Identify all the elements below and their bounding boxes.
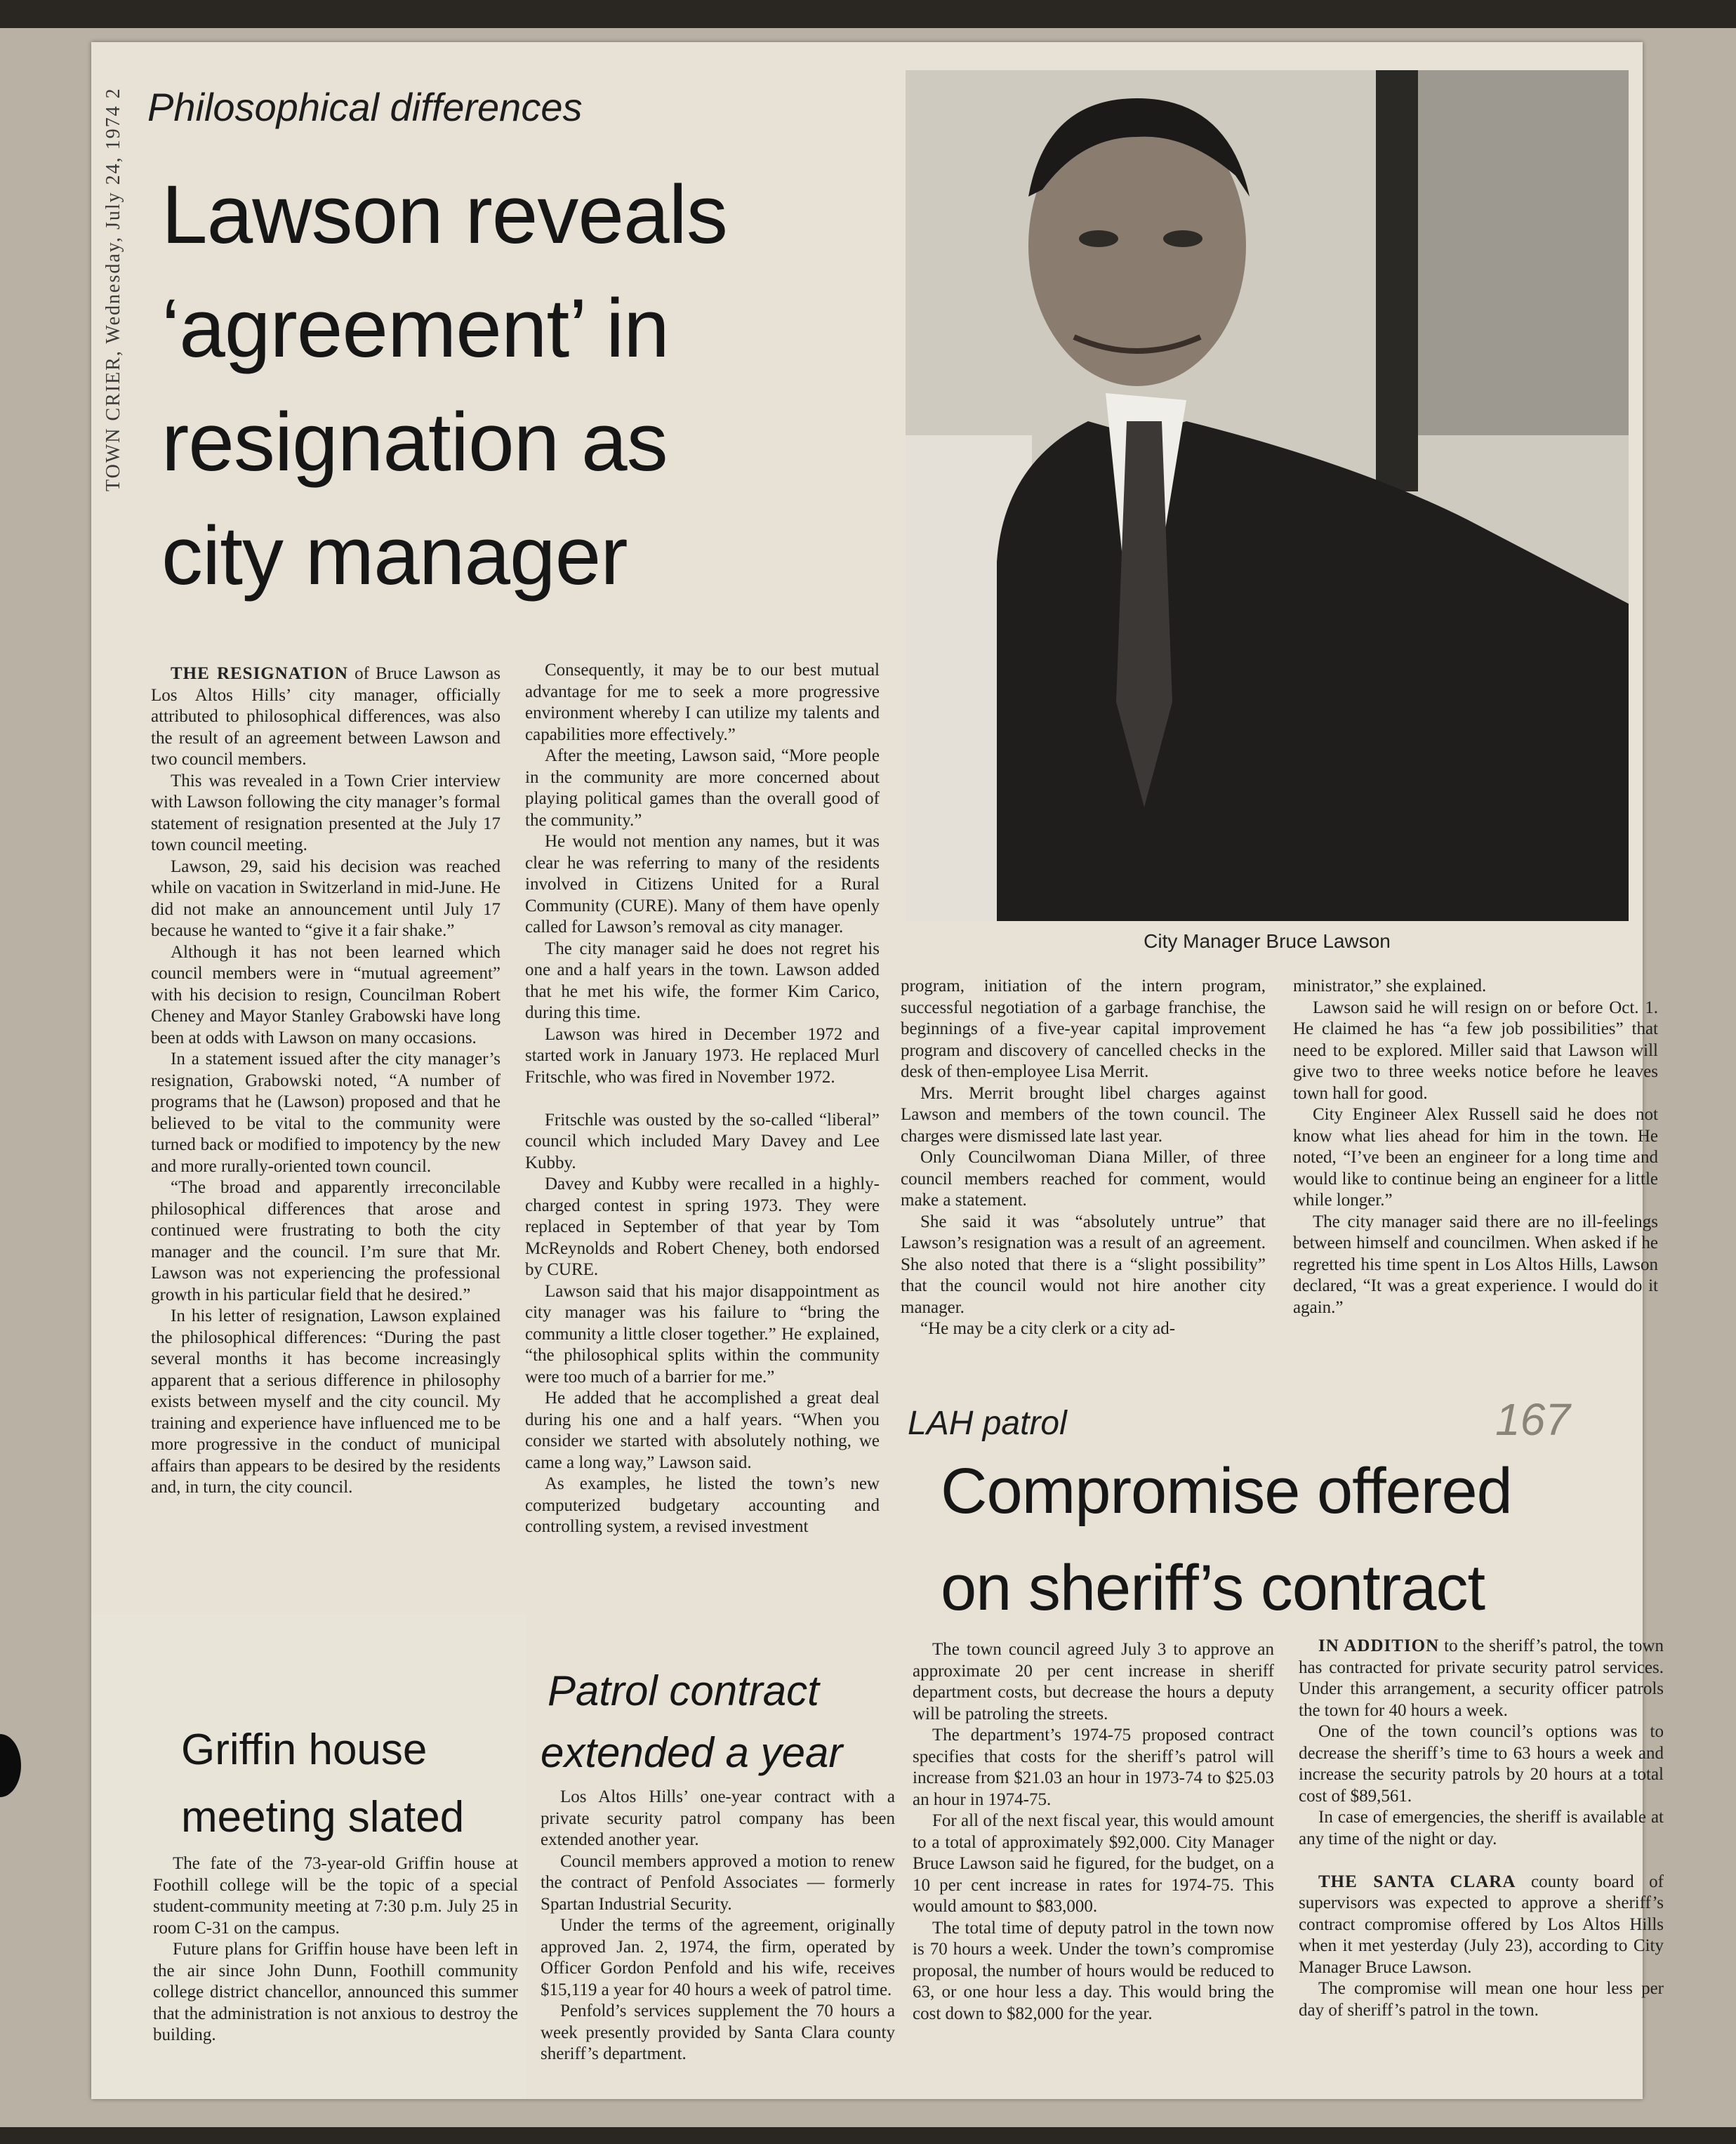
paragraph xyxy=(1299,1872,1664,1979)
portrait-illustration xyxy=(906,70,1629,921)
paragraph xyxy=(525,660,880,746)
dateline: TOWN CRIER, Wednesday, July 24, 1974 2 xyxy=(102,87,124,491)
paragraph-text: “He may be a city clerk or a city ad- xyxy=(920,1319,1176,1338)
headline-line: Patrol contract xyxy=(548,1667,819,1714)
story4-body xyxy=(541,1787,895,2065)
paragraph xyxy=(151,1306,501,1499)
photo-caption: City Manager Bruce Lawson xyxy=(1144,930,1391,952)
paragraph-text: Davey and Kubby were recalled in a highly-charged contest in spring 1973. They were replaced in September of that year by Tom McReynolds and Robert Cheney, both endorsed by CURE. xyxy=(525,1174,880,1279)
paragraph xyxy=(1299,1978,1664,2021)
paragraph-text: Lawson, 29, said his decision was reached while on vacation in Switzerland in mid-June. He did not make an announcement until July 17 because he wanted to “give it a fair shake.” xyxy=(151,856,501,940)
headline-line: resignation as xyxy=(161,396,668,489)
paragraph xyxy=(151,663,501,771)
portrait-photo xyxy=(906,70,1629,921)
paragraph-text: Lawson was hired in December 1972 and started work in January 1973. He replaced Murl Fritschle, who was fired in November 1972. xyxy=(525,1024,880,1087)
paragraph xyxy=(913,1811,1274,1918)
paragraph-text: As examples, he listed the town’s new computerized budgetary accounting and controlling system, a revised investment xyxy=(525,1474,880,1536)
headline-line: city manager xyxy=(161,510,628,602)
lead-in: THE RESIGNATION xyxy=(171,664,348,683)
paragraph-text: The city manager said he does not regret his one and a half years in the town. Lawson added that he met his wife, the former Kim Carico, during this time. xyxy=(525,939,880,1022)
paragraph xyxy=(151,942,501,1050)
paragraph-text: In case of emergencies, the sheriff is available at any time of the night or day. xyxy=(1299,1808,1664,1848)
paragraph xyxy=(901,1083,1266,1148)
paragraph-text: of Bruce Lawson as Los Altos Hills’ city manager, officially attributed to philosophical differences, was also the result of an agreement between Lawson and two council members. xyxy=(151,664,501,769)
story2-headline xyxy=(941,1443,1643,1636)
paragraph xyxy=(525,1388,880,1474)
paragraph xyxy=(1299,1636,1664,1721)
paragraph-text: Future plans for Griffin house have been left in the air since John Dunn, Foothill community college district chancellor, announced this summer that the administration is not anxious to destroy the building. xyxy=(153,1940,518,2044)
paragraph-text: This was revealed in a Town Crier interview with Lawson following the city manager’s formal statement of resignation presented at the July 17 town council meeting. xyxy=(151,771,501,854)
paragraph-text: In a statement issued after the city manager’s resignation, Grabowski noted, “A number of programs that he (Lawson) proposed and that he believed to be vital to the community were turned back or modified to impotency by the new and more rurally-oriented town council. xyxy=(151,1050,501,1176)
paragraph xyxy=(913,1918,1274,2025)
story4-headline xyxy=(541,1660,906,1784)
paragraph-text: She said it was “absolutely untrue” that Lawson’s resignation was a result of an agreement. She also noted that there is a “slight possibility” that the council would not hire another city manager. xyxy=(901,1212,1266,1317)
paragraph xyxy=(541,1915,895,2001)
paragraph xyxy=(541,1787,895,1851)
paragraph-text: The city manager said there are no ill-feelings between himself and councilmen. When asked if he regretted his time spent in Los Altos Hills, Lawson declared, “It was a great experience. I would do it again.” xyxy=(1293,1212,1658,1317)
paragraph-text: City Engineer Alex Russell said he does not know what lies ahead for him in the town. He noted, “I’ve been an engineer for a long time and would like to continue being an engineer for a little while longer.” xyxy=(1293,1105,1658,1210)
story1-column-2 xyxy=(525,660,880,1538)
paragraph xyxy=(525,1474,880,1538)
paragraph-text: Los Altos Hills’ one-year contract with a private security patrol company has been extended another year. xyxy=(541,1787,895,1849)
paragraph xyxy=(525,939,880,1024)
headline-line: Griffin house xyxy=(181,1726,428,1774)
lead-in: THE SANTA CLARA xyxy=(1318,1872,1516,1891)
handwritten-number: 167 xyxy=(1495,1394,1570,1445)
paragraph-text: Lawson said that his major disappointment as city manager was his failure to “bring the community a little closer together.” He explained, “the philosophical splits within the community were too much of a barrier for me.” xyxy=(525,1281,880,1387)
paragraph xyxy=(913,1639,1274,1725)
paragraph xyxy=(151,856,501,942)
story3-headline xyxy=(181,1716,504,1851)
story1-headline xyxy=(161,158,884,613)
paragraph-text: The department’s 1974-75 proposed contract specifies that costs for the sheriff’s patrol will increase from $21.03 an hour in 1973-74 to $25.03 an hour in 1974-75. xyxy=(913,1726,1274,1809)
paragraph-text: One of the town council’s options was to decrease the sheriff’s time to 63 hours a week and increase the security patrols by 20 hours at a total cost of $89,561. xyxy=(1299,1722,1664,1806)
headline-line: ‘agreement’ in xyxy=(161,282,669,375)
paragraph-text: The compromise will mean one hour less per day of sheriff’s patrol in the town. xyxy=(1299,1979,1664,2020)
paragraph xyxy=(151,1177,501,1306)
paragraph-text: Council members approved a motion to renew the contract of Penfold Associates — formerly Spartan Industrial Security. xyxy=(541,1851,895,1914)
paragraph xyxy=(525,746,880,831)
paragraph-text: program, initiation of the intern program, successful negotiation of a garbage franchise, the beginnings of a five-year capital improvement program and discovery of cancelled checks in the desk of then-employee Lisa Merrit. xyxy=(901,977,1266,1081)
story1-column-4 xyxy=(1293,976,1658,1318)
paragraph-text: Consequently, it may be to our best mutual advantage for me to seek a more progressive environment whereby I can utilize my talents and capabilities more effectively.” xyxy=(525,661,880,744)
paragraph xyxy=(901,1147,1266,1212)
paragraph xyxy=(541,2001,895,2065)
story1-column-3 xyxy=(901,976,1266,1340)
paragraph xyxy=(153,1853,518,1939)
paragraph xyxy=(151,771,501,856)
paragraph xyxy=(901,1318,1266,1340)
paragraph xyxy=(525,1024,880,1089)
paragraph xyxy=(901,1212,1266,1319)
paragraph-text: to the sheriff’s patrol, the town has contracted for private security patrol services. Under this arrangement, a security officer patrols the town for 40 hours a week. xyxy=(1299,1636,1664,1720)
paragraph xyxy=(913,1725,1274,1811)
paragraph-text: county board of supervisors was expected to approve a sheriff’s contract compromise offered by Los Altos Hills when it met yesterday (July 23), according to City Manager Bruce Lawson. xyxy=(1299,1872,1664,1977)
paragraph-text: The fate of the 73-year-old Griffin house at Foothill college will be the topic of a special student-community meeting at 7:30 p.m. July 25 in room C-31 on the campus. xyxy=(153,1854,518,1938)
story2-column-2 xyxy=(1299,1636,1664,2021)
paragraph-text: In his letter of resignation, Lawson explained the philosophical differences: “During the past several months it has become increasingly apparent that a serious difference in philosophy exists between myself and the city council. My training and experience have influenced me to be more progressive in the conduct of municipal affairs than appears to be desired by the residents and, in turn, the city council. xyxy=(151,1306,501,1497)
paragraph xyxy=(153,1939,518,2046)
paragraph xyxy=(525,1174,880,1281)
paragraph-text: Although it has not been learned which council members were in “mutual agreement” with his decision to resign, Councilman Robert Cheney and Mayor Stanley Grabowski have long been at odds with Lawson on many occasions. xyxy=(151,942,501,1047)
paragraph-text: For all of the next fiscal year, this would amount to a total of approximately $92,000. City Manager Bruce Lawson said he figured, for the budget, on a 10 per cent increase in rates for 1974-75. This would amount to $83,000. xyxy=(913,1811,1274,1916)
headline-line: Lawson reveals xyxy=(161,168,727,261)
paragraph xyxy=(1293,976,1658,998)
paragraph xyxy=(1299,1850,1664,1872)
paragraph-text: Lawson said he will resign on or before Oct. 1. He claimed he has “a few job possibilities” that need to be explored. Miller said that Lawson will give two to three weeks notice before he leaves town hall for good. xyxy=(1293,998,1658,1103)
story1-column-1 xyxy=(151,663,501,1499)
paragraph xyxy=(525,1110,880,1174)
headline-line: meeting slated xyxy=(181,1793,465,1841)
paragraph-text: He added that he accomplished a great deal during his one and a half years. “When you consider we started with absolutely nothing, we came a long way,” Lawson said. xyxy=(525,1389,880,1472)
lead-in: IN ADDITION xyxy=(1318,1636,1440,1655)
story1-kicker: Philosophical differences xyxy=(147,85,583,129)
story3-body xyxy=(153,1853,518,2046)
headline-line: on sheriff’s contract xyxy=(941,1552,1485,1624)
paragraph xyxy=(151,1049,501,1177)
paragraph xyxy=(901,976,1266,1083)
paragraph xyxy=(541,1851,895,1916)
story2-kicker: LAH patrol xyxy=(908,1405,1067,1442)
paragraph-text: Fritschle was ousted by the so-called “liberal” council which included Mary Davey and Lee Kubby. xyxy=(525,1110,880,1172)
headline-line: Compromise offered xyxy=(941,1455,1512,1527)
paragraph xyxy=(1293,998,1658,1105)
paragraph xyxy=(525,1281,880,1389)
paragraph xyxy=(1293,1212,1658,1319)
paragraph-text: Under the terms of the agreement, originally approved Jan. 2, 1974, the firm, operated by Officer Gordon Penfold and his wife, receives $15,119 a year for 40 hours a week of patrol time. xyxy=(541,1916,895,1999)
headline-line: extended a year xyxy=(541,1729,843,1776)
paragraph xyxy=(1299,1807,1664,1850)
paragraph-text: After the meeting, Lawson said, “More people in the community are more concerned about playing political games than the overall good of the community.” xyxy=(525,746,880,830)
paragraph xyxy=(525,1088,880,1110)
paragraph-text: The total time of deputy patrol in the town now is 70 hours a week. Under the town’s compromise proposal, the number of hours would be reduced to 63, or one hour less a day. This would bring the cost down to $82,000 for the year. xyxy=(913,1918,1274,2023)
story2-column-1 xyxy=(913,1639,1274,2025)
paragraph-text: ministrator,” she explained. xyxy=(1293,977,1487,995)
paragraph xyxy=(525,831,880,939)
paragraph-text: Mrs. Merrit brought libel charges against Lawson and members of the town council. The charges were dismissed late last year. xyxy=(901,1083,1266,1146)
paragraph xyxy=(1293,1104,1658,1212)
paragraph-text: The town council agreed July 3 to approve an approximate 20 per cent increase in sheriff department costs, but decrease the hours a deputy will be patroling the streets. xyxy=(913,1640,1274,1723)
paragraph-text: He would not mention any names, but it was clear he was referring to many of the residents involved in Citizens United for a Rural Community (CURE). Many of them have openly called for Lawson’s removal as city manager. xyxy=(525,832,880,937)
paragraph-text: Penfold’s services supplement the 70 hours a week presently provided by Santa Clara county sheriff’s department. xyxy=(541,2001,895,2063)
paragraph-text: “The broad and apparently irreconcilable philosophical differences that arose and continued were frustrating to both the city manager and the council. I’m sure that Mr. Lawson was not experiencing the professional growth in his particular field that he desired.” xyxy=(151,1178,501,1304)
paragraph xyxy=(1299,1721,1664,1807)
paragraph-text: Only Councilwoman Diana Miller, of three council members reached for comment, would make a statement. xyxy=(901,1148,1266,1210)
